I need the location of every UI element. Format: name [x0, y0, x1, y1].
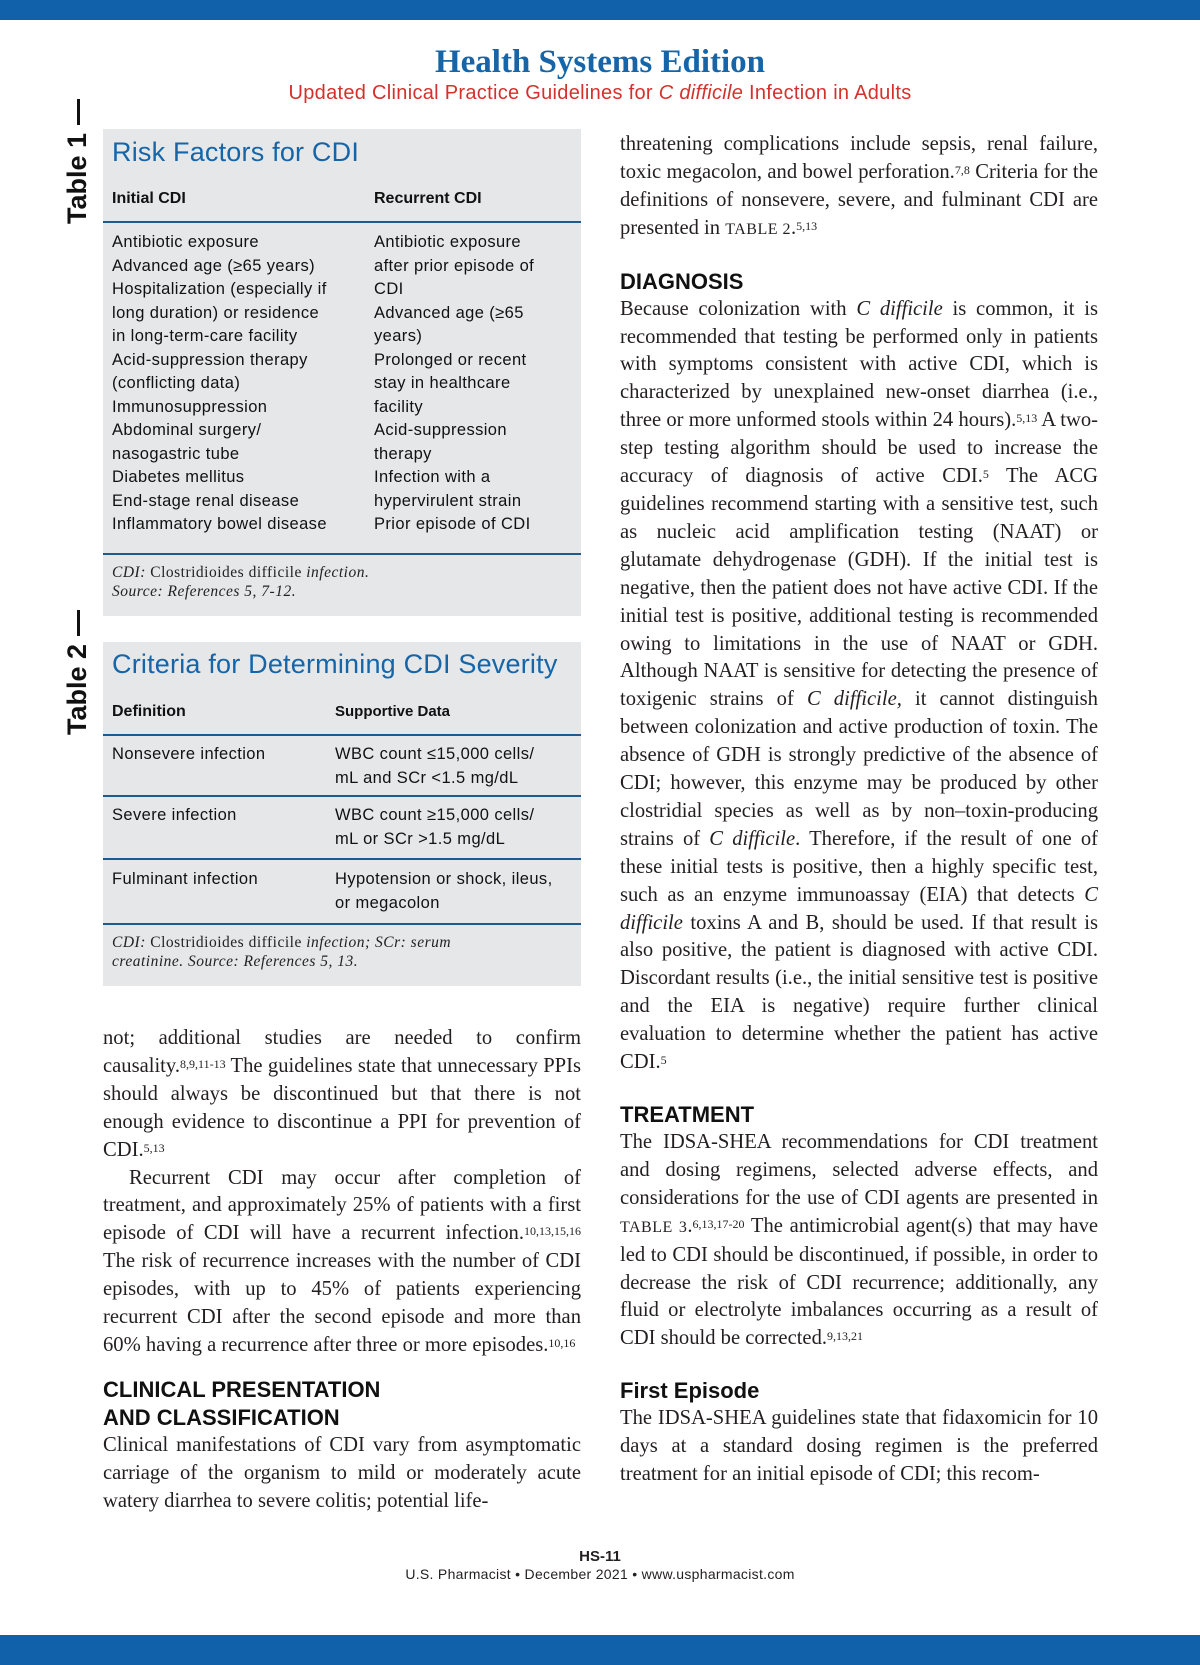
table1-col1	[112, 231, 367, 537]
table2-row2-data: WBC count ≥15,000 cells/ mL or SCr >1.5 mg/dL	[335, 806, 535, 848]
table2-row1-data: WBC count ≤15,000 cells/ mL and SCr <1.5 mg/dL	[335, 745, 535, 787]
table1-col1-line: Acid-suppression therapy	[112, 350, 308, 369]
paragraph: threatening complications include sepsis, renal failure, toxic megacolon, and bowel perforation.$^{7,8}$ Criteria for the definitions of nonsevere, severe, and fulminant CDI are presented in TABLE 2.$^{5,13}$	[620, 133, 1099, 239]
table1-footnote: CDI: Clostridioides difficile infection. Source: References 5, 7-12.	[112, 564, 370, 600]
article-subtitle: Updated Clinical Practice Guidelines for C difficile Infection in Adults	[288, 82, 912, 104]
table1-col1-line: Immunosuppression	[112, 397, 268, 416]
table1-col2-line: Prolonged or recent	[374, 350, 527, 369]
table1-col2-line: Infection with a	[374, 468, 491, 486]
table2-footnote: CDI: Clostridioides difficile infection; SCr: serum creatinine. Source: References 5, 13.	[112, 934, 452, 970]
table1-col1-line: Advanced age (≥65 years)	[112, 256, 316, 275]
table2-tag: Table 2	[62, 610, 93, 735]
paragraph: not; additional studies are needed to confirm causality.$^{8,9,11-13}$ The guidelines state that unnecessary PPIs should always be discontinued but that there is not enough evidence to discontinue a PPI for prevention of CDI.$^{5,13}$	[103, 1027, 581, 1161]
table1-col2-line: facility	[374, 397, 424, 416]
section-heading: TREATMENT	[620, 1102, 755, 1127]
right-column-text	[620, 131, 1098, 1489]
page-number: HS-11	[579, 1548, 621, 1565]
paragraph: Recurrent CDI may occur after completion of treatment, and approximately 25% of patients with a first episode of CDI will have a recurrent infection.$^{10,13,15,16}$ The risk of recurrence increases with the number of CDI episodes, with up to 45% of patients experiencing recurrent CDI after the second episode and more than 60% having a recurrence after three or more episodes.$^{10,16}$	[103, 1166, 581, 1356]
table1-col2-line: Antibiotic exposure	[374, 233, 522, 251]
section-heading: CLINICAL PRESENTATION AND CLASSIFICATION	[103, 1376, 381, 1430]
top-color-bar	[0, 0, 1200, 20]
table1-col1-line: Diabetes mellitus	[112, 468, 245, 486]
tag-bar	[77, 610, 80, 636]
table1-col1-line: End-stage renal disease	[112, 491, 300, 510]
table1-col1-line: nasogastric tube	[112, 444, 240, 463]
bottom-color-bar	[0, 1635, 1200, 1665]
table1-col2-line: stay in healthcare	[374, 374, 511, 392]
table1-col2-line: Acid-suppression	[374, 421, 507, 439]
table1-col2-line: Advanced age (≥65	[374, 303, 524, 322]
paragraph: Clinical manifestations of CDI vary from asymptomatic carriage of the organism to mild or moderately acute watery diarrhea to severe colitis; potential life-	[103, 1433, 581, 1512]
table1-tag: Table 1	[62, 99, 93, 224]
left-column-text	[103, 1025, 581, 1516]
table1	[103, 129, 581, 616]
table1-header-rule	[103, 221, 581, 223]
table2-row2-definition: Severe infection	[112, 806, 237, 824]
table1-col1-header: Initial CDI	[112, 190, 186, 207]
table2-col2-header: Supportive Data	[335, 703, 451, 720]
paragraph: The IDSA-SHEA guidelines state that fidaxomicin for 10 days at a standard dosing regimen is the preferred treatment for an initial episode of CDI; this recom-	[620, 1407, 1098, 1486]
table1-col1-line: in long-term-care facility	[112, 327, 298, 345]
table1-col1-line: Hospitalization (especially if	[112, 280, 327, 298]
subsection-heading: First Episode	[620, 1378, 760, 1404]
paragraph: Because colonization with C difficile is common, it is recommended that testing be performed only in patients with symptoms consistent with active CDI, which is characterized by unexplained new-onset diarrhea (i.e., three or more unformed stools within 24 hours).$^{5,13}$ A two-step testing algorithm should be used to increase the accuracy of diagnosis of active CDI.$^5$ The ACG guidelines recommend starting with a sensitive test, such as nucleic acid amplification testing (NAAT) or glutamate dehydrogenase (GDH). If the initial test is negative, then the patient does not have active CDI. If the initial test is positive, additional testing is recommended owing to limitations in the use of NAAT or GDH. Although NAAT is sensitive for detecting the presence of toxigenic strains of C difficile, it cannot distinguish between colonization and active production of toxin. The absence of GDH is strongly predictive of the absence of CDI; however, this enzyme may be produced by other clostridial species as well as by non–toxin-producing strains of C difficile. Therefore, if the result of one of these initial tests is positive, then a highly specific test, such as an enzyme immunoassay (EIA) that detects C difficile toxins A and B, should be used. If that result is also positive, the patient is diagnosed with active CDI. Discordant results (i.e., the initial sensitive test is positive and the EIA is negative) require further clinical evaluation to determine whether the patient has active CDI.$^5$	[620, 297, 1098, 1074]
section-heading: DIAGNOSIS	[620, 268, 744, 294]
table1-col2-line: hypervirulent strain	[374, 491, 522, 510]
table1-col2	[374, 231, 574, 537]
publication-footer: U.S. Pharmacist • December 2021 • www.uspharmacist.com	[405, 1566, 795, 1582]
table2-header-rule	[103, 734, 581, 736]
table2	[103, 642, 581, 986]
table2-col1-header: Definition	[112, 703, 186, 720]
table2-row3-data: Hypotension or shock, ileus, or megacolon	[335, 870, 553, 912]
table2-row3-definition: Fulminant infection	[112, 870, 259, 888]
table2-footer-rule	[103, 923, 581, 925]
table1-col1-line: Inflammatory bowel disease	[112, 515, 327, 533]
table2-title: Criteria for Determining CDI Severity	[112, 649, 558, 679]
table2-row-rule	[103, 795, 581, 797]
paragraph: The IDSA-SHEA recommendations for CDI treatment and dosing regimens, selected adverse effects, and considerations for the use of CDI agents are presented in TABLE 3.$^{6,13,17-20}$ The antimicrobial agent(s) that may have led to CDI should be discontinued, if possible, in order to decrease the risk of CDI recurrence; additionally, any fluid or electrolyte imbalances occurring as a result of CDI should be corrected.$^{9,13,21}$	[620, 1131, 1099, 1350]
table1-col2-line: CDI	[374, 280, 404, 298]
table1-col1-line: (conflicting data)	[112, 374, 241, 392]
table1-col1-line: Antibiotic exposure	[112, 233, 260, 251]
table2-row-rule	[103, 858, 581, 860]
table1-col1-line: long duration) or residence	[112, 303, 320, 322]
table1-title: Risk Factors for CDI	[112, 137, 360, 167]
edition-title: Health Systems Edition	[434, 44, 766, 80]
table1-col1-line: Abdominal surgery/	[112, 421, 262, 439]
table1-col2-line: years)	[374, 327, 423, 345]
table1-col2-line: after prior episode of	[374, 256, 535, 275]
table1-col2-header: Recurrent CDI	[374, 190, 482, 207]
table2-row1-definition: Nonsevere infection	[112, 745, 266, 763]
table1-col2-line: therapy	[374, 444, 432, 463]
tag-bar	[77, 99, 80, 125]
table1-footer-rule	[103, 553, 581, 555]
table1-col2-line: Prior episode of CDI	[374, 515, 531, 533]
